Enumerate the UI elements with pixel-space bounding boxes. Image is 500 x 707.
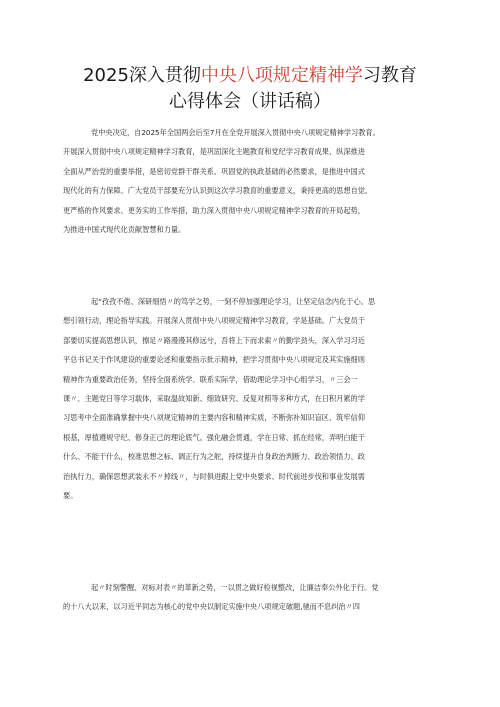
paragraph-2 bbox=[63, 292, 441, 505]
paragraph-line: 起“孜孜不倦、深研细悟〃的笃学之势，一刻不停加强理论学习，让坚定信念内化于心。思 bbox=[91, 297, 376, 306]
paragraph-line: 更严格的作风要求、更务实的工作举措，助力深入贯彻中央八项规定精神学习教育的开局起势， bbox=[63, 205, 365, 215]
paragraph-line: 平总书记关于作风建设的重要论述和重要指示批示精神，把学习贯彻中央八项规定及其实施细则 bbox=[63, 355, 365, 365]
document-title-line-2: 心得体会（讲话稿） bbox=[169, 91, 331, 112]
paragraph-line: 要。 bbox=[63, 491, 78, 501]
paragraph-line: 课〃、主题党日等学习载体，采取温故知新、细致研究、反复对照等多种方式，在日积月累的学 bbox=[63, 394, 365, 404]
paragraph-line: 的十八大以来，以习近平同志为核心的党中央以制定实施中央八项规定破题,驰而不息纠治〃四 bbox=[63, 602, 360, 612]
title-segment-highlight: 中央八项规定精神学 bbox=[200, 65, 363, 86]
paragraph-line: 为推进中国式现代化贡献智慧和力量。 bbox=[63, 225, 186, 235]
paragraph-line: 治执行力，确保思想武装永不〃掉线〃，与时俱进跟上党中央要求、时代前进步伐和事业发展需 bbox=[63, 471, 365, 481]
paragraph-line: 全面从严治党的重要举措，是密切党群干群关系、巩固党的执政基础的必然要求，是推进中国式 bbox=[63, 166, 365, 176]
paragraph-line: 想引领行动，理论指导实践。开展深入贯彻中央八项规定精神学习教育，学是基础。广大党员干 bbox=[63, 316, 365, 326]
paragraph-line: 什么、不能干什么，校准思想之标、调正行为之舵，持续提升自身政治判断力、政治领悟力、政 bbox=[63, 452, 365, 462]
paragraph-line: 开展深入贯彻中央八项规定精神学习教育，是巩固深化主题教育和党纪学习教育成果、纵深推进 bbox=[63, 147, 365, 157]
title-segment-3: 习教育 bbox=[362, 65, 417, 86]
paragraph-3 bbox=[63, 578, 441, 617]
paragraph-line: 现代化的有力保障。广大党员干部要充分认识到这次学习教育的重要意义，秉持更高的思想自觉、 bbox=[63, 186, 373, 196]
paragraph-line: 起〃时刻警醒、对标对表〃的革新之势，一以贯之做好检视整改，让廉洁奉公外化于行。党 bbox=[91, 583, 379, 592]
document-title-line-1 bbox=[60, 63, 440, 89]
paragraph-1 bbox=[63, 123, 441, 239]
paragraph-line: 党中央决定，自2025年全国两会后至7月在全党开展深入贯彻中央八项规定精神学习教育。 bbox=[91, 128, 380, 137]
paragraph-line: 精神作为重要政治任务，坚持全面系统学、联系实际学，借助理论学习中心组学习、〃三会一 bbox=[63, 374, 358, 384]
title-segment-1: 2025深入贯彻 bbox=[83, 65, 201, 86]
paragraph-line: 根基，厚植遵规守纪、修身正己的理论底气。强化融会贯通，学在日常、抓在经常，弄明白能干 bbox=[63, 432, 365, 442]
paragraph-line: 习思考中全面准确掌握中央八项规定精神的主要内容和精神实质，不断弥补知识盲区、筑牢信仰 bbox=[63, 413, 365, 423]
paragraph-line: 部要切实提高思想认识，擦足〃路漫漫其修远兮，吾将上下而求索〃的勤学劲头，深入学习习近 bbox=[63, 335, 365, 345]
